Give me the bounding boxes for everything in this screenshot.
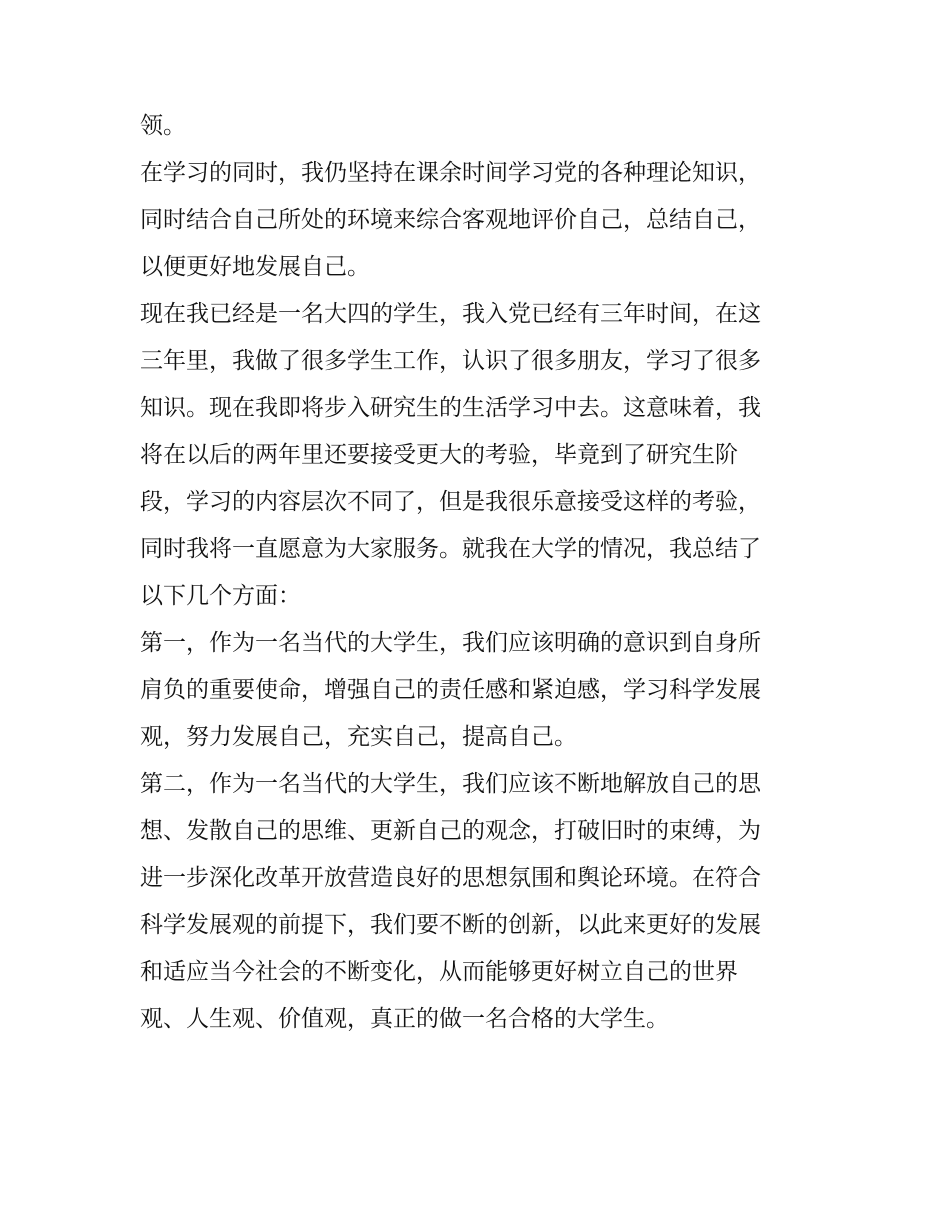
text-line: 同时我将一直愿意为大家服务。就我在大学的情况，我总结了 <box>140 536 761 562</box>
text-line: 以下几个方面： <box>140 583 301 609</box>
text-line: 三年里，我做了很多学生工作，认识了很多朋友，学习了很多 <box>140 348 761 374</box>
text-line: 肩负的重要使命，增强自己的责任感和紧迫感，学习科学发展 <box>140 677 761 703</box>
text-line: 和适应当今社会的不断变化，从而能够更好树立自己的世界 <box>140 959 738 985</box>
document-body <box>140 103 820 1043</box>
text-line: 现在我已经是一名大四的学生，我入党已经有三年时间，在这 <box>140 301 761 327</box>
text-line: 以便更好地发展自己。 <box>140 254 370 280</box>
text-line: 进一步深化改革开放营造良好的思想氛围和舆论环境。在符合 <box>140 865 761 891</box>
text-line: 段，学习的内容层次不同了，但是我很乐意接受这样的考验， <box>140 489 761 515</box>
text-line: 领。 <box>140 113 186 139</box>
text-line: 第二，作为一名当代的大学生，我们应该不断地解放自己的思 <box>140 771 761 797</box>
text-line: 想、发散自己的思维、更新自己的观念，打破旧时的束缚，为 <box>140 818 761 844</box>
text-line: 在学习的同时，我仍坚持在课余时间学习党的各种理论知识， <box>140 160 761 186</box>
text-line: 将在以后的两年里还要接受更大的考验，毕竟到了研究生阶 <box>140 442 738 468</box>
text-line: 同时结合自己所处的环境来综合客观地评价自己，总结自己， <box>140 207 761 233</box>
text-line: 观，努力发展自己，充实自己，提高自己。 <box>140 724 577 750</box>
text-line: 知识。现在我即将步入研究生的生活学习中去。这意味着，我 <box>140 395 761 421</box>
text-line: 第一，作为一名当代的大学生，我们应该明确的意识到自身所 <box>140 630 761 656</box>
text-line: 科学发展观的前提下，我们要不断的创新，以此来更好的发展 <box>140 912 761 938</box>
text-line: 观、人生观、价值观，真正的做一名合格的大学生。 <box>140 1006 669 1032</box>
